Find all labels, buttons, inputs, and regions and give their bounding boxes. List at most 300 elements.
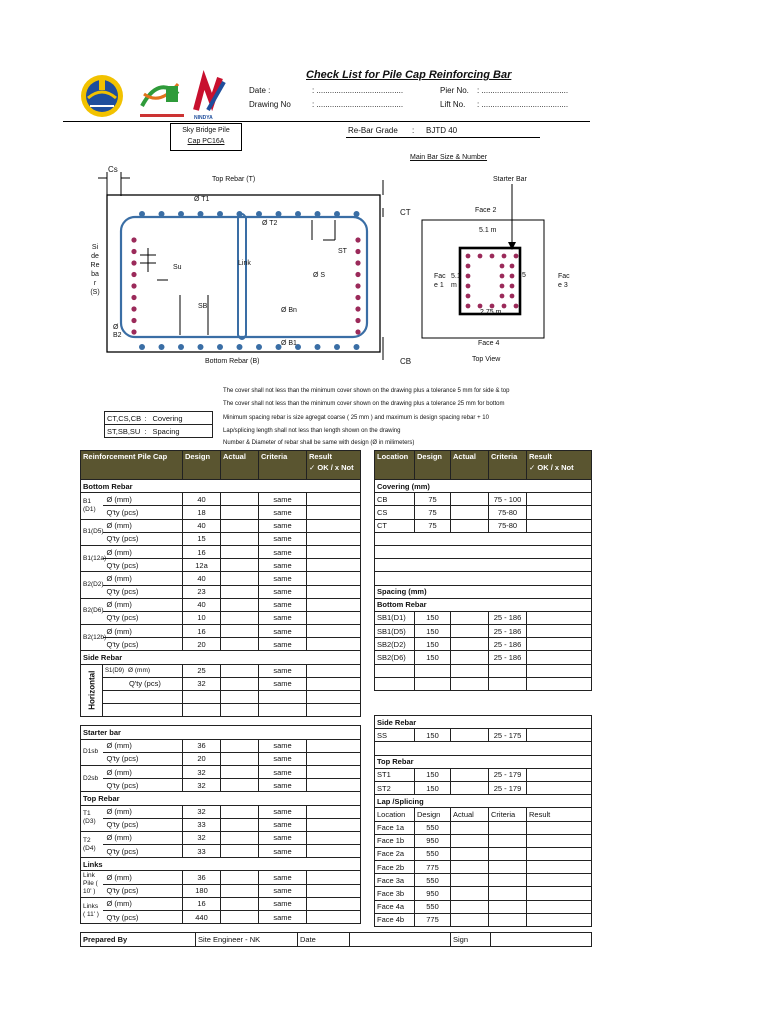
result-input[interactable] xyxy=(527,638,592,651)
starter-bar-dot xyxy=(466,264,471,269)
lap-criteria-input[interactable] xyxy=(489,887,527,900)
lap-location: Face 1b xyxy=(375,834,415,847)
blank-cell xyxy=(375,664,415,677)
date-value[interactable]: : ....................................... xyxy=(312,86,404,95)
note-4: Lap/splicing length shall not less than length shown on the drawing xyxy=(223,427,401,434)
actual-input[interactable] xyxy=(451,781,489,794)
lap-result-input[interactable] xyxy=(527,821,592,834)
table-row xyxy=(375,729,592,742)
row-label: Ø (mm) xyxy=(103,519,183,532)
blank-cell[interactable] xyxy=(527,677,592,690)
left-table-header xyxy=(81,451,361,480)
actual-input[interactable] xyxy=(451,506,489,519)
lap-actual-input[interactable] xyxy=(451,913,489,926)
lap-actual-input[interactable] xyxy=(451,887,489,900)
table-row xyxy=(81,559,361,572)
header-reinforcement: Reinforcement Pile Cap xyxy=(81,451,183,480)
actual-input[interactable] xyxy=(221,884,259,897)
nindya-logo xyxy=(196,78,224,110)
row-label: Ø (mm) xyxy=(103,598,183,611)
group-name: D2sb xyxy=(81,765,103,791)
actual-input[interactable] xyxy=(451,493,489,506)
location-value: ST1 xyxy=(375,768,415,781)
actual-input[interactable] xyxy=(451,768,489,781)
result-input[interactable] xyxy=(307,871,361,884)
lap-design: 775 xyxy=(415,913,451,926)
result-input[interactable] xyxy=(307,765,361,778)
result-input[interactable] xyxy=(527,651,592,664)
row-label: Q'ty (pcs) xyxy=(103,559,183,572)
side-rebar-dot xyxy=(355,329,360,334)
blank-cell[interactable] xyxy=(451,677,489,690)
result-input[interactable] xyxy=(307,625,361,638)
spacing-side-section-label: Side Rebar xyxy=(375,716,592,729)
table-row xyxy=(81,638,361,651)
location-checklist-table xyxy=(374,450,592,927)
lap-criteria-input[interactable] xyxy=(489,861,527,874)
empty-cell xyxy=(259,704,307,717)
blank-cell xyxy=(489,677,527,690)
side-rebar-dot xyxy=(131,295,136,300)
right-table-header xyxy=(375,451,592,480)
cover-top-label: CT xyxy=(400,208,411,217)
table-row xyxy=(81,897,361,910)
project-box-line2: Cap PC16A xyxy=(187,138,225,145)
design-value: 150 xyxy=(415,729,451,742)
table-row xyxy=(81,871,361,884)
blank-cell xyxy=(415,677,451,690)
actual-input[interactable] xyxy=(221,677,259,690)
top-rebar-dot xyxy=(139,211,145,217)
actual-input[interactable] xyxy=(221,664,259,677)
criteria-value: same xyxy=(259,677,307,690)
starter-bar-dot xyxy=(510,294,515,299)
actual-input[interactable] xyxy=(221,845,259,858)
criteria-value: same xyxy=(259,572,307,585)
side-rebar-dot xyxy=(355,283,360,288)
blank-row xyxy=(375,664,592,677)
criteria-value: same xyxy=(259,493,307,506)
row-label: Q'ty (pcs) xyxy=(103,911,183,924)
row-label: Ø (mm) xyxy=(103,572,183,585)
design-value: 440 xyxy=(183,911,221,924)
result-input[interactable] xyxy=(307,598,361,611)
row-label: Ø (mm) xyxy=(103,765,183,778)
lap-result-input[interactable] xyxy=(527,900,592,913)
result-input[interactable] xyxy=(307,897,361,910)
lap-actual-input[interactable] xyxy=(451,834,489,847)
face4-label: Face 4 xyxy=(478,340,500,347)
rebar-grade-colon: : xyxy=(412,126,415,135)
drawing-value[interactable]: : ....................................... xyxy=(312,100,404,109)
table-row xyxy=(375,821,592,834)
table-row xyxy=(81,765,361,778)
table-row xyxy=(81,611,361,624)
result-input[interactable] xyxy=(527,729,592,742)
row-label: Ø (mm) xyxy=(103,831,183,844)
actual-input[interactable] xyxy=(221,871,259,884)
project-box xyxy=(170,123,242,151)
group-name: B2(D6) xyxy=(81,598,103,624)
nindya-logo-text: NINDYA xyxy=(194,115,213,121)
starter-bar-label: Starter Bar xyxy=(493,176,527,183)
lap-result-input[interactable] xyxy=(527,847,592,860)
actual-input[interactable] xyxy=(451,611,489,624)
header-design: Design xyxy=(183,451,221,480)
result-input[interactable] xyxy=(527,519,592,532)
lap-design: 950 xyxy=(415,887,451,900)
table-row xyxy=(375,887,592,900)
legend-covering-row: CT,CS,CB : Covering xyxy=(105,412,213,425)
result-input[interactable] xyxy=(307,493,361,506)
lap-criteria-input[interactable] xyxy=(489,913,527,926)
top-view-caption: Top View xyxy=(472,356,501,363)
result-input[interactable] xyxy=(307,779,361,792)
side-rebar-dot xyxy=(131,260,136,265)
header-actual: Actual xyxy=(451,451,489,480)
table-row xyxy=(375,847,592,860)
blank-cell xyxy=(415,664,451,677)
result-input[interactable] xyxy=(307,638,361,651)
row-label: Q'ty (pcs) xyxy=(103,845,183,858)
spacing-su-label: Su xyxy=(173,264,182,271)
group-name xyxy=(103,664,183,677)
group-name: D1sb xyxy=(81,739,103,765)
pile-cap-section-diagram xyxy=(80,160,400,375)
lap-result-input[interactable] xyxy=(527,834,592,847)
actual-input[interactable] xyxy=(451,638,489,651)
spacing-sb-label: SB xyxy=(198,303,208,310)
actual-input[interactable] xyxy=(221,818,259,831)
actual-input[interactable] xyxy=(221,598,259,611)
table-row xyxy=(375,861,592,874)
result-input[interactable] xyxy=(307,911,361,924)
actual-input[interactable] xyxy=(221,585,259,598)
criteria-value: same xyxy=(259,585,307,598)
note-3: Minimum spacing rebar is size agregat coarse ( 25 mm ) and maximum is design spacing rebar + 10 xyxy=(223,415,489,421)
top-rebar-dot xyxy=(276,211,282,217)
footer-sign-field[interactable] xyxy=(491,933,592,947)
empty-cell[interactable] xyxy=(221,704,259,717)
page-title: Check List for Pile Cap Reinforcing Bar xyxy=(306,69,512,81)
header-location: Location xyxy=(375,451,415,480)
header-design: Design xyxy=(415,451,451,480)
signature-footer xyxy=(80,932,592,947)
starter-bar-dot xyxy=(514,254,519,259)
lap-location: Face 3b xyxy=(375,887,415,900)
actual-input[interactable] xyxy=(221,638,259,651)
cover-side-label: Cs xyxy=(108,165,118,174)
row-label: Q'ty (pcs) xyxy=(103,611,183,624)
criteria-value: same xyxy=(259,779,307,792)
design-value: 16 xyxy=(183,625,221,638)
design-value: 150 xyxy=(415,768,451,781)
side-rebar-dot xyxy=(131,237,136,242)
criteria-value: same xyxy=(259,664,307,677)
actual-input[interactable] xyxy=(221,545,259,558)
lift-value[interactable]: : ....................................... xyxy=(477,100,569,109)
empty-cell xyxy=(183,704,221,717)
side-rebar-dot xyxy=(355,306,360,311)
top-rebar-dot xyxy=(178,211,184,217)
row-label: Ø (mm) xyxy=(103,871,183,884)
footer-sign-label: Sign xyxy=(451,933,491,947)
criteria-value: same xyxy=(259,911,307,924)
top-view-dim-left: 5.1 m xyxy=(451,273,461,289)
table-row xyxy=(375,834,592,847)
lap-actual-input[interactable] xyxy=(451,861,489,874)
project-box-line1: Sky Bridge Pile xyxy=(182,127,230,134)
bottom-rebar-dot xyxy=(315,344,321,350)
lap-location: Face 3a xyxy=(375,874,415,887)
side-rebar-dot xyxy=(355,295,360,300)
actual-input[interactable] xyxy=(451,519,489,532)
actual-input[interactable] xyxy=(221,752,259,765)
criteria-value: 25 - 186 xyxy=(489,611,527,624)
lap-header-row xyxy=(375,808,592,821)
bottom-rebar-dot xyxy=(334,344,340,350)
result-input[interactable] xyxy=(307,585,361,598)
design-value: 75 xyxy=(415,506,451,519)
result-input[interactable] xyxy=(527,493,592,506)
agency-logo xyxy=(140,76,184,117)
actual-input[interactable] xyxy=(451,625,489,638)
header-criteria: Criteria xyxy=(489,451,527,480)
face1-label: Fac e 1 xyxy=(434,273,446,289)
table-row xyxy=(81,598,361,611)
spacing-st-label: ST xyxy=(338,248,347,255)
table-row xyxy=(375,638,592,651)
design-value: 12a xyxy=(183,559,221,572)
table-row xyxy=(81,572,361,585)
design-value: 32 xyxy=(183,677,221,690)
result-input[interactable] xyxy=(307,559,361,572)
side-rebar-right-dots xyxy=(355,237,360,334)
result-input[interactable] xyxy=(307,818,361,831)
criteria-value: same xyxy=(259,897,307,910)
starter-bar-dot xyxy=(502,304,507,309)
blank-cell[interactable] xyxy=(527,664,592,677)
starter-bar-dot xyxy=(490,254,495,259)
lap-result-input[interactable] xyxy=(527,913,592,926)
group-name: B1 (D1) xyxy=(81,493,103,519)
logos-svg xyxy=(78,72,238,124)
result-input[interactable] xyxy=(307,677,361,690)
covering-section xyxy=(375,480,592,493)
actual-input[interactable] xyxy=(221,506,259,519)
lap-criteria-input[interactable] xyxy=(489,821,527,834)
design-value: 32 xyxy=(183,765,221,778)
actual-input[interactable] xyxy=(221,559,259,572)
date-label: Date : xyxy=(249,86,271,95)
result-input[interactable] xyxy=(307,611,361,624)
result-input[interactable] xyxy=(307,752,361,765)
lap-splicing-section-label: Lap /Splicing xyxy=(375,795,592,808)
actual-input[interactable] xyxy=(221,765,259,778)
empty-cell[interactable] xyxy=(307,691,361,704)
criteria-value: same xyxy=(259,598,307,611)
covering-section-label: Covering (mm) xyxy=(375,480,592,493)
side-rebar-section-label: Side Rebar xyxy=(81,651,361,664)
lap-location: Face 2b xyxy=(375,861,415,874)
row-label: Ø (mm) xyxy=(103,493,183,506)
top-view-dim-top: 5.1 m xyxy=(479,227,497,234)
design-value: 10 xyxy=(183,611,221,624)
side-rebar-dot xyxy=(355,237,360,242)
table-row xyxy=(81,752,361,765)
lap-actual-input[interactable] xyxy=(451,847,489,860)
criteria-value: 25 - 186 xyxy=(489,651,527,664)
actual-input[interactable] xyxy=(221,831,259,844)
table-row xyxy=(81,845,361,858)
side-rebar-dot xyxy=(355,272,360,277)
lap-location: Face 2a xyxy=(375,847,415,860)
result-input[interactable] xyxy=(527,768,592,781)
lap-criteria-input[interactable] xyxy=(489,847,527,860)
lap-result-input[interactable] xyxy=(527,874,592,887)
starter-bar-dot xyxy=(500,274,505,279)
result-input[interactable] xyxy=(307,572,361,585)
actual-input[interactable] xyxy=(451,651,489,664)
actual-input[interactable] xyxy=(221,739,259,752)
criteria-value: same xyxy=(259,805,307,818)
actual-input[interactable] xyxy=(221,519,259,532)
row-label: Q'ty (pcs) xyxy=(103,779,183,792)
row-label: Q'ty (pcs) xyxy=(129,679,161,689)
result-input[interactable] xyxy=(307,831,361,844)
result-input[interactable] xyxy=(307,664,361,677)
drawing-label: Drawing No xyxy=(249,100,291,109)
actual-input[interactable] xyxy=(221,625,259,638)
bottom-b2-label: Ø B2 xyxy=(113,324,122,339)
starter-bar-dot xyxy=(500,284,505,289)
bottom-rebar-section xyxy=(81,480,361,493)
location-value: SB2(D2) xyxy=(375,638,415,651)
criteria-value: same xyxy=(259,765,307,778)
actual-input[interactable] xyxy=(221,532,259,545)
result-input[interactable] xyxy=(307,532,361,545)
table-row xyxy=(81,779,361,792)
lift-label: Lift No. xyxy=(440,100,466,109)
design-value: 33 xyxy=(183,818,221,831)
empty-cell[interactable] xyxy=(221,691,259,704)
design-value: 150 xyxy=(415,611,451,624)
table-row xyxy=(375,874,592,887)
table-row xyxy=(81,831,361,844)
actual-input[interactable] xyxy=(221,805,259,818)
lap-actual-input[interactable] xyxy=(451,874,489,887)
starter-bar-dot xyxy=(510,274,515,279)
pier-label: Pier No. xyxy=(440,86,469,95)
criteria-value: same xyxy=(259,611,307,624)
criteria-value: same xyxy=(259,752,307,765)
lap-actual-input[interactable] xyxy=(451,821,489,834)
blank-row xyxy=(375,677,592,690)
top-view-diagram xyxy=(418,180,558,340)
design-value: 18 xyxy=(183,506,221,519)
result-input[interactable] xyxy=(307,884,361,897)
actual-input[interactable] xyxy=(221,493,259,506)
starter-bar-dot xyxy=(502,254,507,259)
result-input[interactable] xyxy=(307,739,361,752)
criteria-value: same xyxy=(259,506,307,519)
lap-design: 950 xyxy=(415,834,451,847)
footer-date-field[interactable] xyxy=(350,933,451,947)
result-input[interactable] xyxy=(527,506,592,519)
top-rebar-dot xyxy=(159,211,165,217)
result-input[interactable] xyxy=(527,781,592,794)
lap-actual-input[interactable] xyxy=(451,900,489,913)
criteria-value: same xyxy=(259,845,307,858)
location-value: SB1(D5) xyxy=(375,625,415,638)
result-input[interactable] xyxy=(527,625,592,638)
reinforcement-checklist-table xyxy=(80,450,361,924)
side-rebar-dot xyxy=(131,318,136,323)
actual-input[interactable] xyxy=(221,572,259,585)
table-row xyxy=(81,805,361,818)
starter-bar-dot xyxy=(466,284,471,289)
table-row xyxy=(81,625,361,638)
starter-bar-dot xyxy=(500,294,505,299)
actual-input[interactable] xyxy=(221,611,259,624)
top-rebar-dot xyxy=(198,211,204,217)
lap-result-input[interactable] xyxy=(527,861,592,874)
result-input[interactable] xyxy=(307,506,361,519)
table-row xyxy=(81,545,361,558)
starter-bar-section xyxy=(81,726,361,739)
actual-input[interactable] xyxy=(221,897,259,910)
lap-design: 550 xyxy=(415,847,451,860)
lap-criteria-input[interactable] xyxy=(489,900,527,913)
design-value: 20 xyxy=(183,638,221,651)
lap-header-1: Design xyxy=(415,808,451,821)
result-input[interactable] xyxy=(307,545,361,558)
row-label: Ø (mm) xyxy=(103,805,183,818)
criteria-value: same xyxy=(259,871,307,884)
criteria-value: same xyxy=(259,884,307,897)
bottom-rebar-label: Bottom Rebar (B) xyxy=(205,358,260,365)
blank-cell[interactable] xyxy=(451,664,489,677)
result-input[interactable] xyxy=(307,519,361,532)
lap-criteria-input[interactable] xyxy=(489,874,527,887)
lap-result-input[interactable] xyxy=(527,887,592,900)
bottom-rebar-dot xyxy=(256,344,262,350)
table-row xyxy=(81,677,361,690)
lap-criteria-input[interactable] xyxy=(489,834,527,847)
starter-bar-dot xyxy=(478,304,483,309)
group-name: Link Pile ( 10' ) xyxy=(81,871,103,897)
actual-input[interactable] xyxy=(451,729,489,742)
lap-location: Face 4b xyxy=(375,913,415,926)
rebar-grade-value[interactable]: BJTD 40 xyxy=(426,126,458,135)
actual-input[interactable] xyxy=(221,779,259,792)
side-rebar-dot xyxy=(131,329,136,334)
face2-label: Face 2 xyxy=(475,207,497,214)
table-row xyxy=(81,818,361,831)
design-value: 150 xyxy=(415,781,451,794)
header-criteria: Criteria xyxy=(259,451,307,480)
starter-bar-dot xyxy=(500,264,505,269)
starter-bar-section-label: Starter bar xyxy=(81,726,361,739)
actual-input[interactable] xyxy=(221,911,259,924)
result-input[interactable] xyxy=(307,805,361,818)
result-input[interactable] xyxy=(307,845,361,858)
empty-cell[interactable] xyxy=(307,704,361,717)
design-value: 40 xyxy=(183,519,221,532)
result-input[interactable] xyxy=(527,611,592,624)
criteria-value: 75-80 xyxy=(489,519,527,532)
pier-value[interactable]: : ....................................... xyxy=(477,86,569,95)
